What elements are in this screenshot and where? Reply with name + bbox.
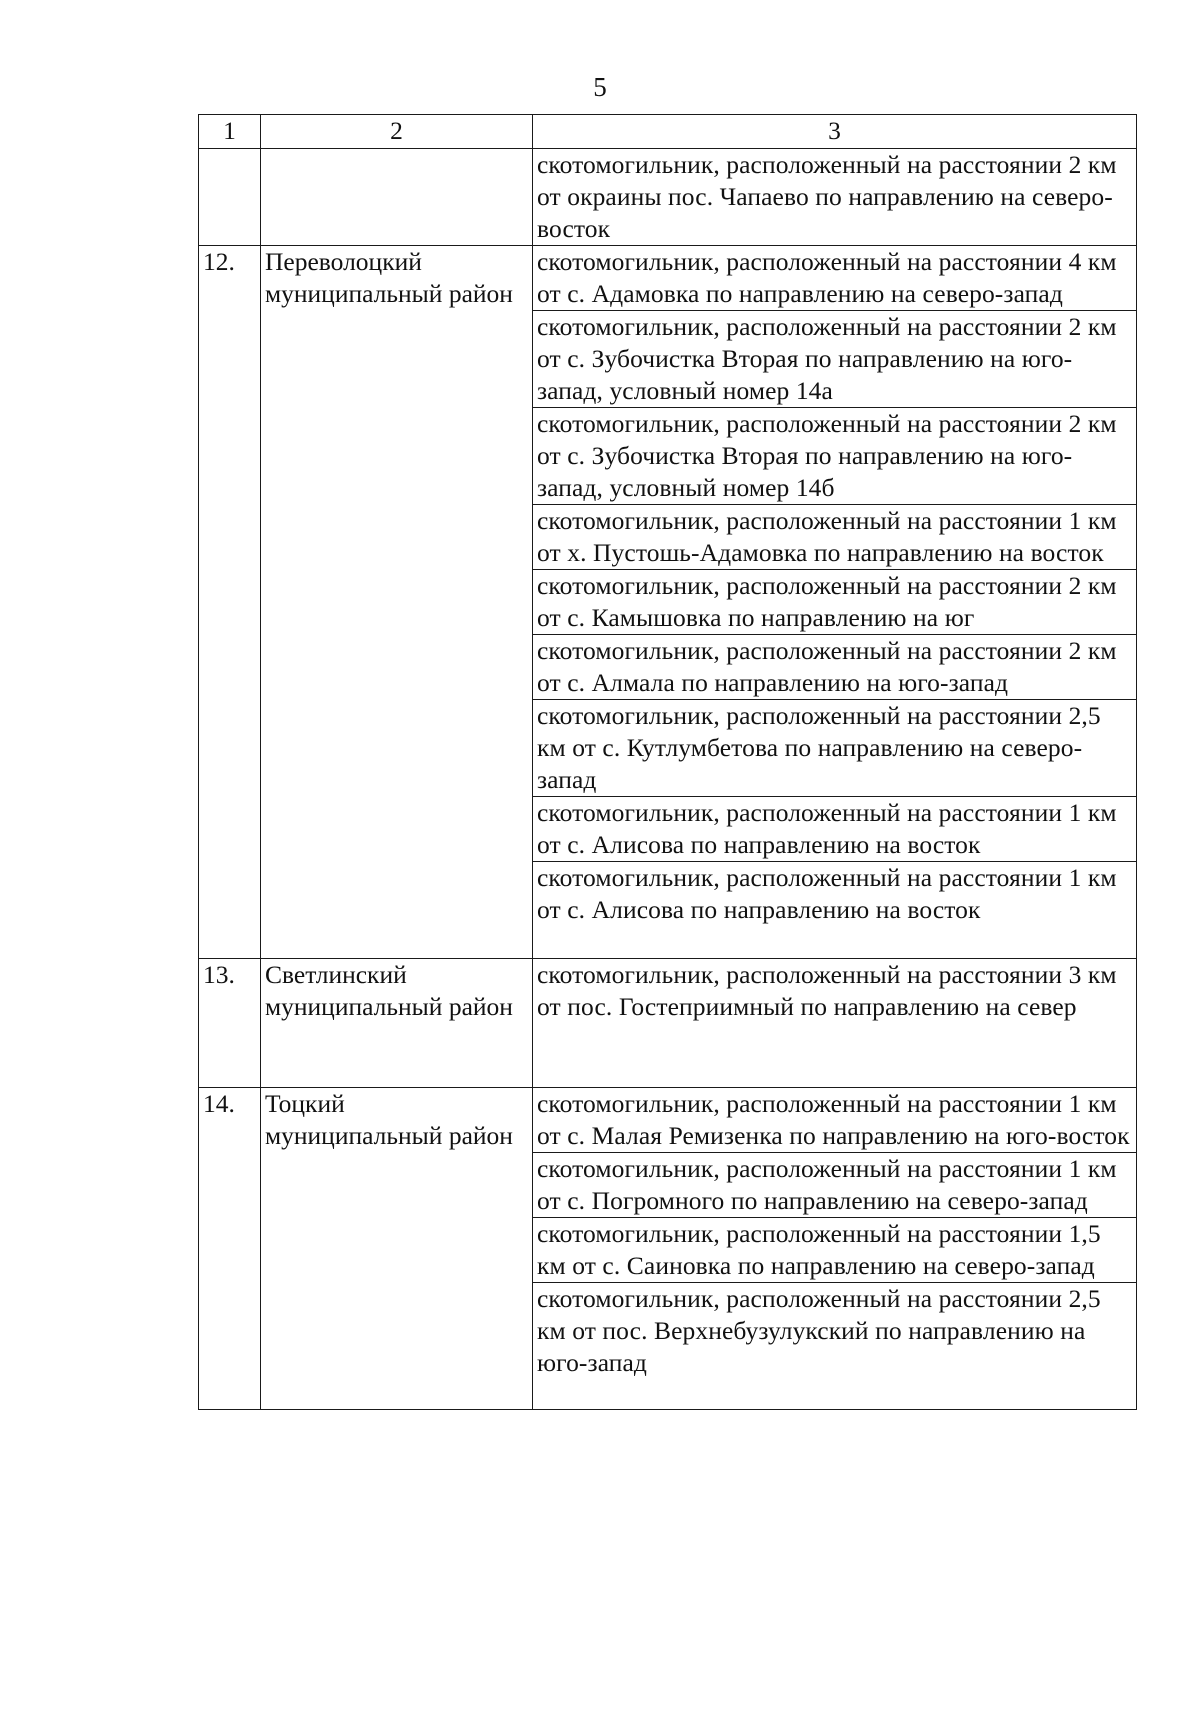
page-number: 5 [593,72,607,102]
header-row [199,115,1137,149]
table-row [199,246,1137,311]
row-number: 13. [199,959,261,1088]
site-description: скотомогильник, расположенный на расстоянии 4 км от с. Адамовка по направлению на северо-запад [533,246,1137,311]
row-number: 14. [199,1088,261,1410]
site-description: скотомогильник, расположенный на расстоянии 2 км от окраины пос. Чапаево по направлению на северо-восток [533,149,1137,246]
header-col-3: 3 [533,115,1137,149]
site-description: скотомогильник, расположенный на расстоянии 1,5 км от с. Саиновка по направлению на северо-запад [533,1218,1137,1283]
table-row [199,1088,1137,1153]
site-description: скотомогильник, расположенный на расстоянии 1 км от с. Алисова по направлению на восток [533,862,1137,959]
row-number [199,149,261,246]
row-number: 12. [199,246,261,959]
site-description: скотомогильник, расположенный на расстоянии 2,5 км от с. Кутлумбетова по направлению на северо-запад [533,700,1137,797]
site-description: скотомогильник, расположенный на расстоянии 1 км от с. Малая Ремизенка по направлению на юго-восток [533,1088,1137,1153]
district-cell: Светлинский муниципальный район [261,959,533,1088]
table-row [199,149,1137,246]
header-col-1: 1 [199,115,261,149]
site-description: скотомогильник, расположенный на расстоянии 2,5 км от пос. Верхнебузулукский по направлению на юго-запад [533,1283,1137,1410]
site-description: скотомогильник, расположенный на расстоянии 2 км от с. Зубочистка Вторая по направлению на юго-запад, условный номер 14б [533,408,1137,505]
district-cell: Тоцкий муниципальный район [261,1088,533,1410]
district-cell [261,149,533,246]
table-row [199,959,1137,1088]
site-description: скотомогильник, расположенный на расстоянии 1 км от х. Пустошь-Адамовка по направлению на восток [533,505,1137,570]
site-description: скотомогильник, расположенный на расстоянии 2 км от с. Зубочистка Вторая по направлению на юго-запад, условный номер 14а [533,311,1137,408]
site-description: скотомогильник, расположенный на расстоянии 2 км от с. Камышовка по направлению на юг [533,570,1137,635]
site-description: скотомогильник, расположенный на расстоянии 1 км от с. Погромного по направлению на северо-запад [533,1153,1137,1218]
site-description: скотомогильник, расположенный на расстоянии 1 км от с. Алисова по направлению на восток [533,797,1137,862]
burial-sites-table [198,114,1137,1410]
district-cell: Переволоцкий муниципальный район [261,246,533,959]
header-col-2: 2 [261,115,533,149]
site-description: скотомогильник, расположенный на расстоянии 2 км от с. Алмала по направлению на юго-запад [533,635,1137,700]
site-description: скотомогильник, расположенный на расстоянии 3 км от пос. Гостеприимный по направлению на север [533,959,1137,1088]
